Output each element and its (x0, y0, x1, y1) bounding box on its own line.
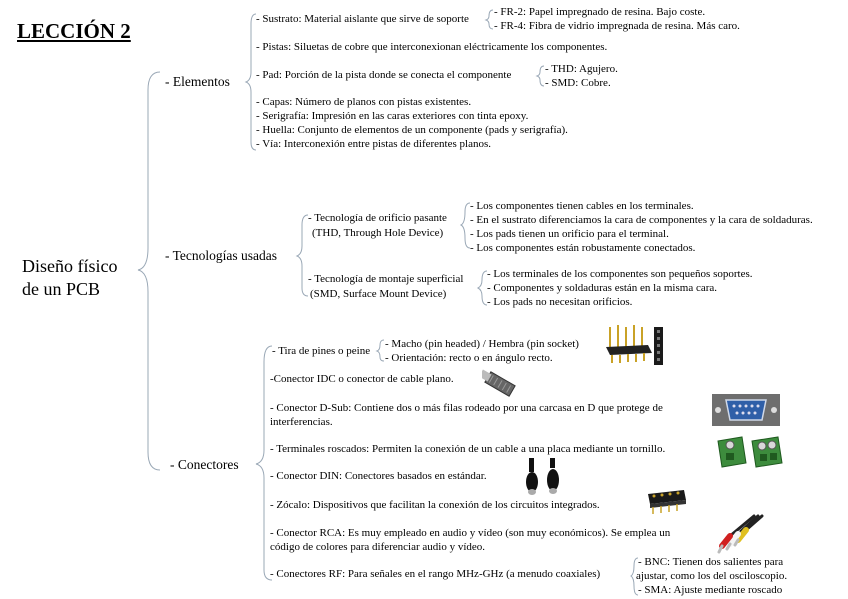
sustrato-bracket (486, 10, 493, 29)
tira-orientacion-text: - Orientación: recto o en ángulo recto. (385, 352, 553, 364)
smd-item: - Componentes y soldaduras están en la misma cara. (487, 282, 718, 294)
tira-text: - Tira de pines o peine (272, 345, 371, 357)
smd-bracket (478, 271, 487, 305)
serigrafia-text: - Serigrafía: Impresión en las caras exteriores con tinta epoxy. (256, 110, 529, 122)
rca-text-line1: - Conector RCA: Es muy empleado en audio y vídeo (son muy económicos). Se emplea un (270, 527, 671, 539)
screw-terminal-icon (716, 433, 784, 469)
pad-bracket (537, 66, 544, 86)
capas-text: - Capas: Número de planos con pistas existentes. (256, 96, 472, 108)
elementos-label: - Elementos (165, 74, 230, 89)
pad-text: - Pad: Porción de la pista donde se conecta el componente (256, 69, 512, 81)
smd-item: - Los terminales de los componentes son pequeños soportes. (487, 268, 753, 280)
ic-socket-icon (644, 486, 688, 516)
sma-text: - SMA: Ajuste mediante roscado (638, 584, 783, 596)
din-text: - Conector DIN: Conectores basados en estándar. (270, 470, 487, 482)
bnc-text-line2: ajustar, como los del osciloscopio. (636, 570, 788, 582)
thd-bracket (461, 203, 470, 248)
tecnologias-label: - Tecnologías usadas (165, 248, 278, 263)
roscados-text: - Terminales roscados: Permiten la conexión de un cable a una placa mediante un tornillo. (270, 443, 666, 455)
smd-label-line2: (SMD, Surface Mount Device) (310, 288, 447, 300)
root-label-line2: de un PCB (22, 279, 101, 299)
zocalo-text: - Zócalo: Dispositivos que facilitan la conexión de los circuitos integrados. (270, 499, 600, 511)
smd-pad-text: - SMD: Cobre. (545, 77, 611, 89)
elementos-bracket (246, 14, 256, 150)
pistas-text: - Pistas: Siluetas de cobre que interconexionan eléctricamente los componentes. (256, 41, 608, 53)
thd-item: - En el sustrato diferenciamos la cara de componentes y la cara de soldaduras. (470, 214, 813, 226)
thd-item: - Los componentes están robustamente conectados. (470, 242, 696, 254)
tecnologias-bracket (297, 215, 308, 296)
page-title: LECCIÓN 2 (17, 19, 131, 43)
dsub-text-line2: interferencias. (270, 416, 333, 428)
smd-label-line1: - Tecnología de montaje superficial (308, 273, 464, 285)
dsub-connector-icon (712, 394, 780, 426)
tira-macho-text: - Macho (pin headed) / Hembra (pin socket) (385, 338, 579, 350)
idc-connector-icon (482, 368, 518, 400)
rf-text: - Conectores RF: Para señales en el rango MHz-GHz (a menudo coaxiales) (270, 568, 601, 580)
via-text: - Vía: Interconexión entre pistas de diferentes planos. (256, 138, 491, 150)
smd-item: - Los pads no necesitan orificios. (487, 296, 633, 308)
rca-text-line2: código de colores para diferenciar audio y vídeo. (270, 541, 486, 553)
thd-pad-text: - THD: Agujero. (545, 63, 618, 75)
pin-header-icon (604, 323, 666, 367)
conectores-label: - Conectores (170, 457, 239, 472)
thd-label-line1: - Tecnología de orificio pasante (308, 212, 447, 224)
bnc-text-line1: - BNC: Tienen dos salientes para (638, 556, 784, 568)
rca-connector-icon (716, 514, 768, 556)
sustrato-text: - Sustrato: Material aislante que sirve de soporte (256, 13, 469, 25)
huella-text: - Huella: Conjunto de elementos de un componente (pads y serigrafía). (256, 124, 568, 136)
fr2-text: - FR-2: Papel impregnado de resina. Bajo coste. (494, 6, 706, 18)
thd-label-line2: (THD, Through Hole Device) (312, 227, 444, 239)
tira-bracket (377, 340, 384, 361)
root-label-line1: Diseño físico (22, 256, 118, 276)
dsub-text-line1: - Conector D-Sub: Contiene dos o más filas rodeado por una carcasa en D que protege de (270, 402, 663, 414)
idc-text: -Conector IDC o conector de cable plano. (270, 373, 454, 385)
root-bracket (138, 72, 160, 470)
thd-item: - Los pads tienen un orificio para el terminal. (470, 228, 669, 240)
din-connector-icon (522, 458, 562, 502)
thd-item: - Los componentes tienen cables en los terminales. (470, 200, 694, 212)
fr4-text: - FR-4: Fibra de vidrio impregnada de resina. Más caro. (494, 20, 740, 32)
